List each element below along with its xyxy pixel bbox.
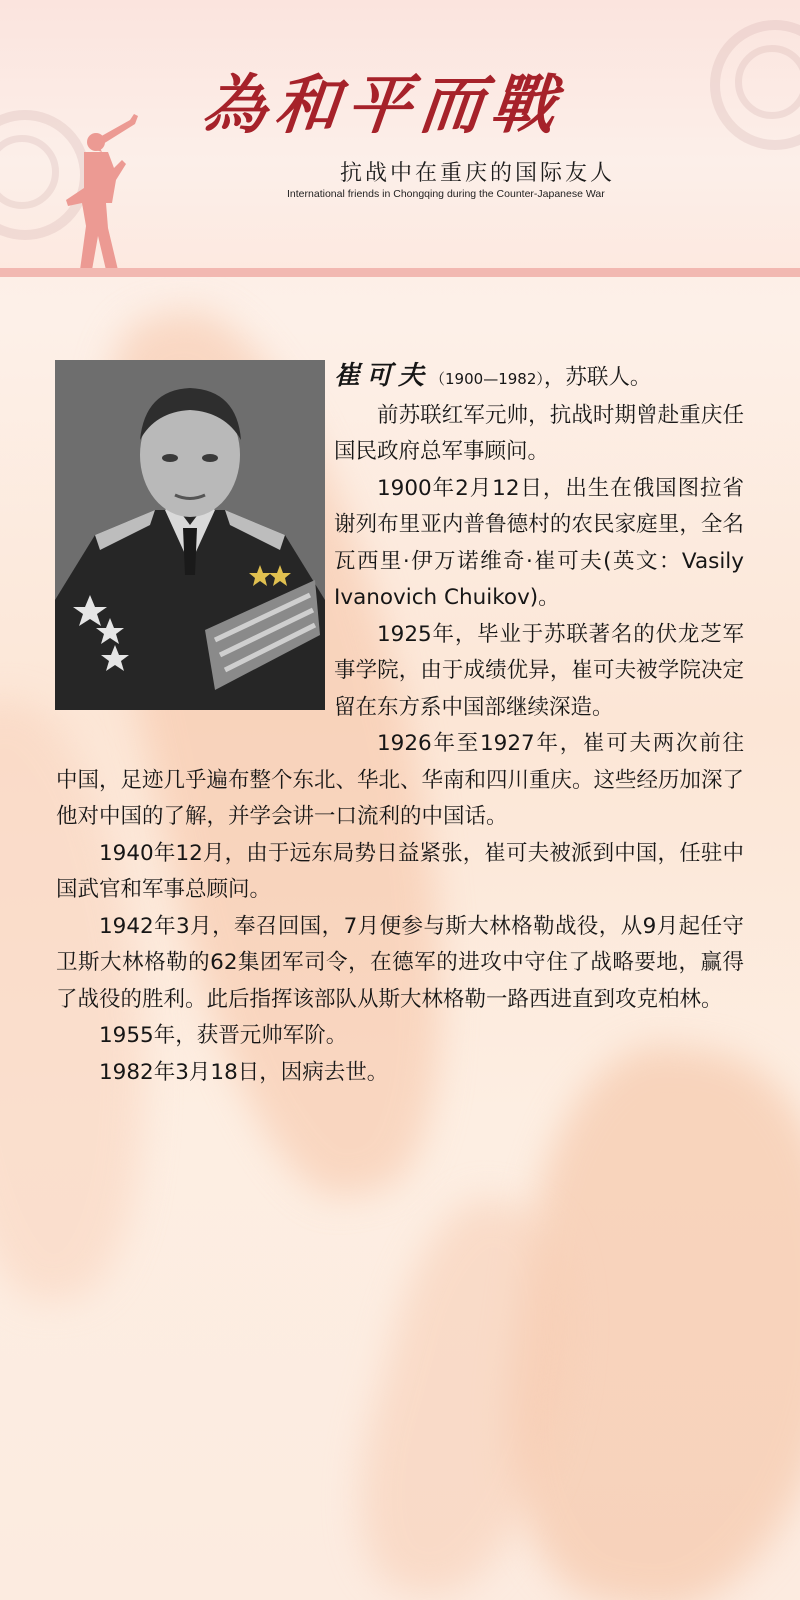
subtitle-chinese: 抗战中在重庆的国际友人: [340, 161, 616, 186]
bio-paragraph: 1926年至1927年，崔可夫两次前往中国，足迹几乎遍布整个东北、华北、华南和四川重庆。这些经历加深了他对中国的了解，并学会讲一口流利的中国话。: [56, 731, 745, 829]
page-title: 為和平而戰: [199, 68, 567, 143]
person-name: 崔可夫: [334, 361, 431, 391]
bugler-silhouette-icon: [58, 108, 158, 273]
bio-paragraph: 1942年3月，奉召回国，7月便参与斯大林格勒战役，从9月起任守卫斯大林格勒的62集团军司令，在德军的进攻中守住了战略要地，赢得了战役的胜利。此后指挥该部队从斯大林格勒一路西进直到攻克柏林。: [56, 913, 744, 1012]
intro-suffix: ，苏联人。: [543, 365, 652, 390]
header-banner: [0, 0, 800, 270]
bio-paragraph: 1925年，毕业于苏联著名的伏龙芝军事学院，由于成绩优异，崔可夫被学院决定留在东方系中国部继续深造。: [334, 621, 744, 720]
bio-paragraph: 1900年2月12日，出生在俄国图拉省谢列布里亚内普鲁德村的农民家庭里，全名瓦西里·伊万诺维奇·崔可夫(英文：Vasily Ivanovich Chuikov)。: [334, 475, 744, 610]
bio-paragraph: 1940年12月，由于远东局势日益紧张，崔可夫被派到中国，任驻中国武官和军事总顾问。: [56, 840, 744, 902]
cloud-ornament-right-inner: [735, 45, 800, 119]
portrait-spacer: [56, 358, 334, 758]
bio-paragraph: 前苏联红军元帅，抗战时期曾赴重庆任国民政府总军事顾问。: [334, 402, 744, 464]
subtitle-english: International friends in Chongqing during the Counter-Japanese War: [287, 188, 605, 200]
biography-text: [56, 358, 744, 1091]
header-divider: [0, 268, 800, 277]
bio-paragraph: 1982年3月18日，因病去世。: [99, 1059, 389, 1085]
bio-paragraph: 1955年，获晋元帅军阶。: [99, 1023, 348, 1048]
life-dates: （1900—1982）: [430, 370, 544, 388]
